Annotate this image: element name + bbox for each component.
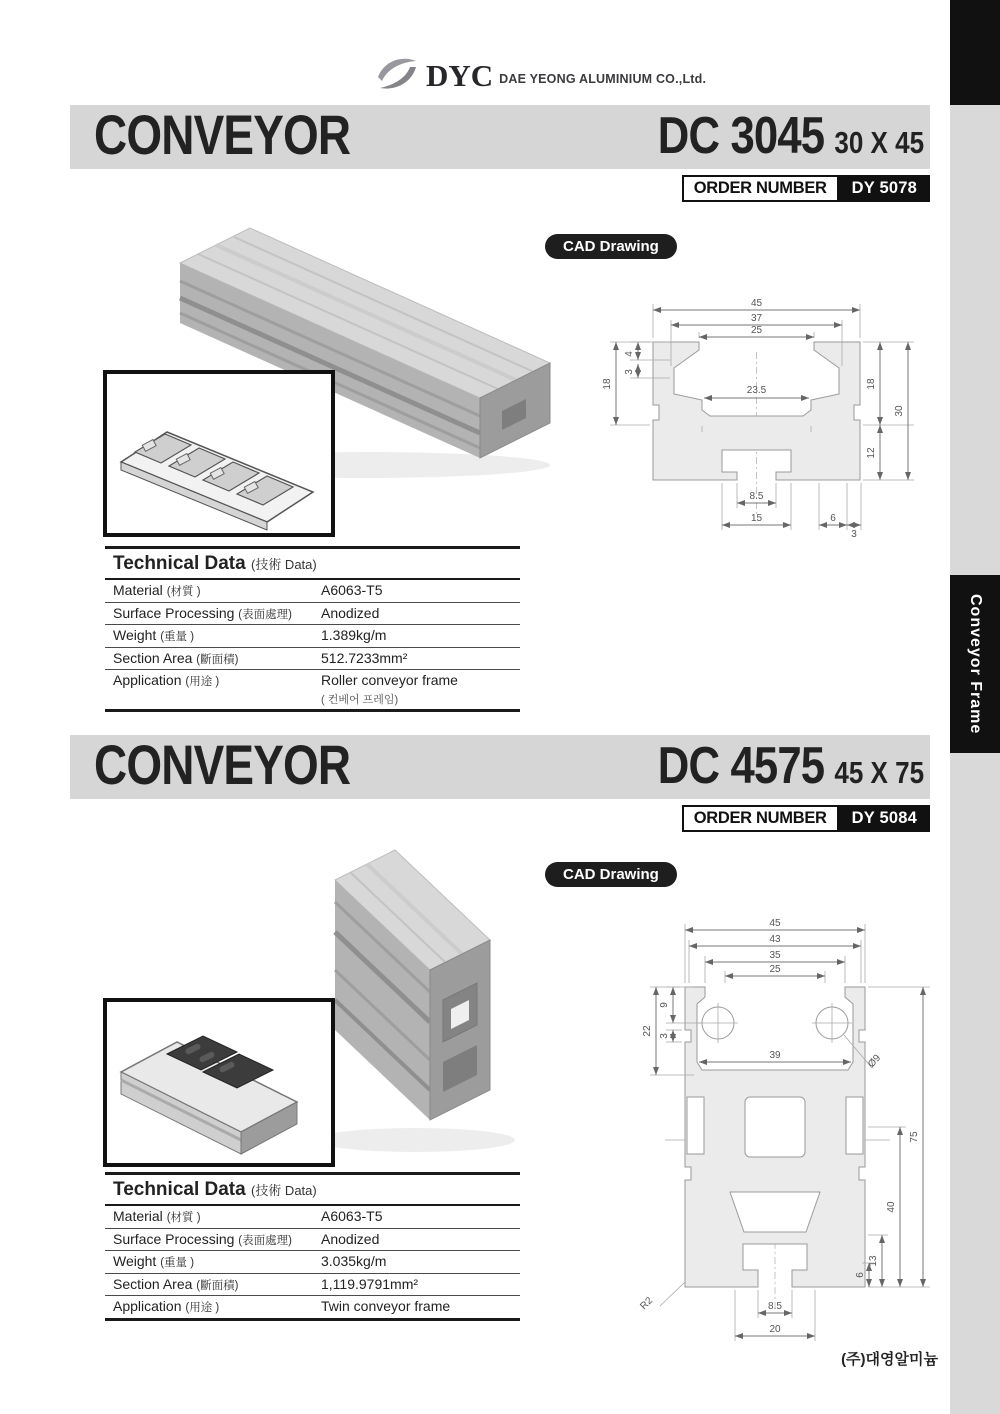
section2-model-wrap	[658, 736, 924, 796]
svg-text:8.5: 8.5	[768, 1301, 782, 1312]
svg-text:3: 3	[659, 1033, 670, 1039]
section1-model: DC 3045	[657, 106, 825, 165]
svg-text:23.5: 23.5	[746, 385, 767, 396]
svg-text:13: 13	[868, 1255, 879, 1267]
svg-text:22: 22	[642, 1025, 653, 1037]
svg-text:20: 20	[769, 1324, 781, 1335]
company-name: DAE YEONG ALUMINIUM CO.,Ltd.	[499, 72, 707, 86]
svg-text:R2: R2	[638, 1295, 656, 1313]
tech-table-dc3045	[105, 546, 520, 712]
order-number-value: DY 5084	[839, 805, 930, 832]
table-row: Application (用途 ) Twin conveyor frame	[113, 1298, 451, 1314]
table-row: Weight (重量 ) 3.035kg/m	[105, 1251, 520, 1274]
svg-text:39: 39	[769, 1050, 781, 1061]
svg-text:18: 18	[866, 378, 877, 390]
svg-text:45: 45	[750, 298, 763, 309]
table-row: Material (材質 ) A6063-T5	[105, 1206, 520, 1229]
section1-size: 30 X 45	[834, 124, 924, 160]
svg-text:8.5: 8.5	[749, 491, 764, 502]
footer-company-kr: (주)대영알미늄	[841, 1351, 938, 1368]
svg-text:12: 12	[866, 447, 877, 459]
svg-text:45: 45	[769, 918, 781, 929]
section2-title-band	[70, 732, 930, 799]
svg-text:4: 4	[624, 351, 635, 357]
table-row: Material (材質 ) A6063-T5	[105, 580, 520, 603]
product-photo-dc4575	[305, 840, 525, 1170]
svg-text:Ø9: Ø9	[866, 1052, 884, 1071]
section2-title: CONVEYOR	[94, 732, 351, 796]
company-logo	[372, 55, 706, 95]
section2-order	[682, 805, 930, 832]
svg-text:25: 25	[750, 325, 763, 336]
svg-text:3: 3	[851, 529, 857, 540]
product-inset-dc3045	[103, 370, 335, 537]
category-tab-label: Conveyor Frame	[967, 593, 984, 735]
cad-drawing-dc3045	[558, 280, 938, 558]
svg-text:75: 75	[909, 1131, 920, 1143]
section1-title-band	[70, 102, 930, 169]
order-number-value: DY 5078	[839, 175, 930, 202]
side-rail-top-block	[950, 0, 1000, 105]
svg-text:25: 25	[769, 964, 781, 975]
section1-model-wrap	[658, 106, 924, 166]
section1-title: CONVEYOR	[94, 102, 351, 166]
svg-text:43: 43	[769, 934, 781, 945]
tech-table-title: Technical Data (技術 Data)	[105, 549, 520, 580]
section2-size: 45 X 75	[834, 754, 924, 790]
svg-text:30: 30	[894, 405, 905, 417]
product-inset-dc4575	[103, 998, 335, 1167]
svg-text:40: 40	[886, 1201, 897, 1213]
section2-cad-badge: CAD Drawing	[545, 862, 677, 887]
table-row: Surface Processing (表面處理) Anodized	[105, 1229, 520, 1252]
dyc-logo-icon	[372, 55, 420, 95]
table-row: Application (用途 ) Roller conveyor frame ( 컨베어 프레임)	[113, 672, 458, 706]
section1-cad-badge: CAD Drawing	[545, 234, 677, 259]
svg-text:6: 6	[855, 1272, 866, 1278]
svg-text:18: 18	[602, 378, 613, 390]
logo-text: DYC	[426, 57, 494, 93]
svg-text:9: 9	[659, 1002, 670, 1008]
svg-text:3: 3	[624, 369, 635, 375]
table-row: Weight (重量 ) 1.389kg/m	[105, 625, 520, 648]
section2-model: DC 4575	[657, 736, 825, 795]
table-row: Section Area (斷面積) 1,119.9791mm²	[105, 1274, 520, 1297]
svg-text:35: 35	[769, 950, 781, 961]
cad-drawing-dc4575	[610, 892, 945, 1354]
order-number-label: ORDER NUMBER	[682, 175, 839, 202]
table-row: Surface Processing (表面處理) Anodized	[105, 603, 520, 626]
svg-text:37: 37	[750, 313, 763, 324]
svg-text:15: 15	[750, 513, 763, 524]
order-number-label: ORDER NUMBER	[682, 805, 839, 832]
side-rail	[950, 0, 1000, 1414]
table-row: Section Area (斷面積) 512.7233mm²	[105, 648, 520, 671]
svg-text:6: 6	[830, 513, 836, 524]
tech-table-dc4575	[105, 1172, 520, 1321]
section1-order	[682, 175, 930, 202]
category-tab	[950, 575, 1000, 753]
tech-table-title: Technical Data (技術 Data)	[105, 1175, 520, 1206]
